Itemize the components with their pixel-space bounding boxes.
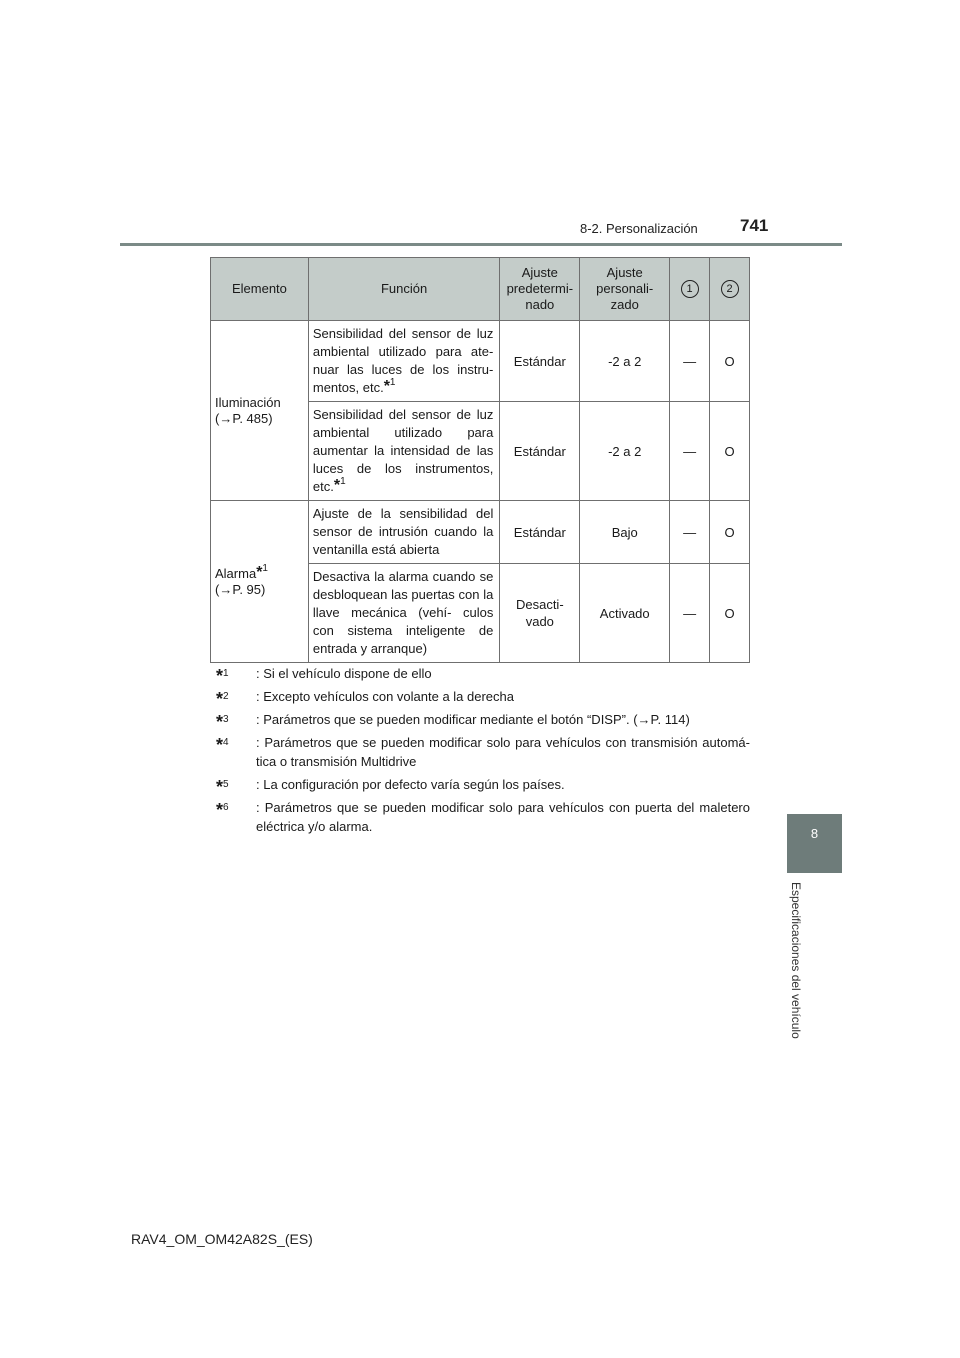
header-col1 [670,258,710,321]
note-asterisk: *1 [383,377,396,395]
note-number: 1 [340,476,346,487]
footnote-number: 1 [223,668,229,679]
footnote-mark: *$^4$ [216,735,229,755]
header-ajuste-predeterminado: Ajuste predetermi- nado [500,258,580,321]
document-code: RAV4_OM_OM42A82S_(ES) [131,1231,313,1247]
header-elemento: Elemento [211,258,309,321]
section-title: 8-2. Personalización [580,221,698,236]
footnote-text: : Excepto vehículos con volante a la derecha [256,689,514,704]
footnote-text: : Parámetros que se pueden modificar mediante el botón “DISP”. (→P. 114) [256,712,690,727]
table-row [211,321,750,402]
default-value: Estándar [500,402,580,501]
method2-value: O [710,402,750,501]
footnote-mark: *$^3$ [216,712,229,732]
circled-number-1: 1 [681,280,699,298]
default-value: Estándar [500,321,580,402]
footnote [216,710,750,732]
footnote [216,775,750,797]
funcion-text: Sensibilidad del sensor de luz ambiental utilizado para aumentar la intensidad de las luces de los instrumentos, etc. [312,407,494,494]
footnote-number: 6 [223,802,229,813]
funcion-cell: Desactiva la alarma cuando se desbloquean las puertas con la llave mecánica (vehí- culos con sistema inteligente de entrada y arranque) [308,564,499,663]
default-value: Desacti- vado [500,564,580,663]
elemento-name: Alarma [215,565,257,581]
customization-table [210,257,750,663]
custom-value: -2 a 2 [580,402,670,501]
footnote-number: 2 [223,691,229,702]
header-divider [120,243,842,246]
table-row [211,501,750,564]
header-col2 [710,258,750,321]
note-number: 1 [262,562,268,574]
funcion-cell: Ajuste de la sensibilidad del sensor de intrusión cuando la ventanilla está abierta [308,501,499,564]
footnote-text: : Parámetros que se pueden modificar solo para vehículos con transmisión automá- tica o transmisión Multidrive [256,735,750,769]
chapter-tab [787,814,842,873]
method1-value: — [670,402,710,501]
elemento-cell [211,501,309,663]
footnote [216,798,750,836]
elemento-name-line [215,562,304,582]
header-funcion: Función [308,258,499,321]
method1-value: — [670,501,710,564]
footnote-mark: *$^2$ [216,689,229,709]
footnote-mark: *$^1$ [216,666,229,686]
footnote [216,664,750,686]
method1-value: — [670,321,710,402]
footnotes [216,664,750,840]
footnote-number: 5 [223,779,229,790]
footnote-text: : La configuración por defecto varía según los países. [256,777,565,792]
footnote [216,733,750,771]
header-ajuste-personalizado: Ajuste personali- zado [580,258,670,321]
page-reference: (→P. 95) [215,581,266,597]
page-number: 741 [740,216,769,235]
funcion-text: Sensibilidad del sensor de luz ambiental utilizado para ate- nuar las luces de los instru- mentos, etc. [312,326,494,395]
custom-value: -2 a 2 [580,321,670,402]
note-number: 1 [389,377,396,388]
footnote [216,687,750,709]
elemento-name: Iluminación [215,394,281,410]
footnote-text: : Si el vehículo dispone de ello [256,666,432,681]
note-asterisk: *1 [333,476,346,494]
method2-value: O [710,501,750,564]
custom-value: Activado [580,564,670,663]
method2-value: O [710,564,750,663]
chapter-label-container [787,882,807,1052]
footnote-number: 3 [223,714,229,725]
method1-value: — [670,564,710,663]
chapter-tab-number: 8 [810,826,819,841]
funcion-cell [308,321,499,402]
default-value: Estándar [500,501,580,564]
footnote-number: 4 [223,737,229,748]
footnote-mark: *$^6$ [216,800,229,820]
footnote-mark: *$^5$ [216,777,229,797]
chapter-label: Especificaciones del vehículo [789,882,803,1039]
footnote-text: : Parámetros que se pueden modificar solo para vehículos con puerta del maletero eléctrica y/o alarma. [256,800,750,834]
funcion-cell [308,402,499,501]
circled-number-2: 2 [721,280,739,298]
table-header-row [211,258,750,321]
note-asterisk: *1 [256,562,268,581]
custom-value: Bajo [580,501,670,564]
method2-value: O [710,321,750,402]
elemento-cell [211,321,309,501]
page-reference: (→P. 485) [215,410,273,426]
